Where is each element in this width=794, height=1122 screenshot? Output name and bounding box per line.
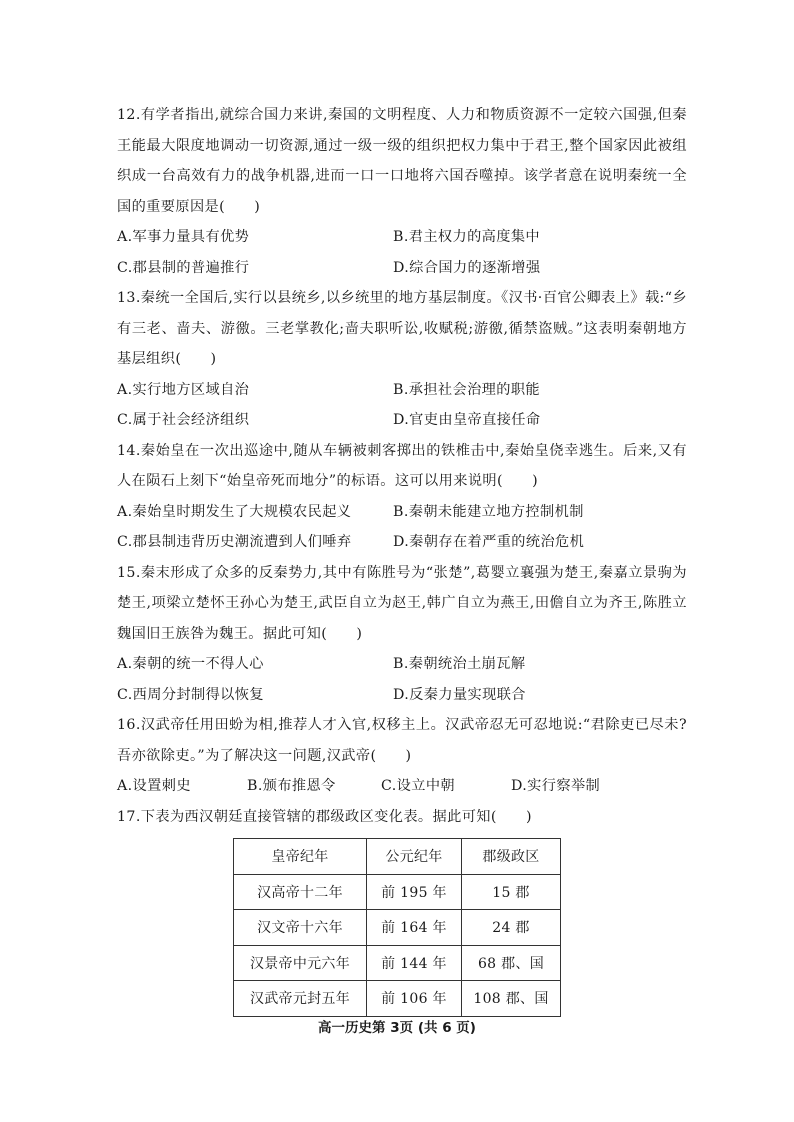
option-c: C.郡县制的普遍推行 xyxy=(117,259,250,276)
option-c: C.郡县制违背历史潮流遭到人们唾弃 xyxy=(117,534,352,550)
table-cell: 前 195 年 xyxy=(367,874,462,910)
option-a: A.秦始皇时期发生了大规模农民起义 xyxy=(117,503,352,520)
option-d: D.综合国力的逐渐增强 xyxy=(393,259,541,276)
option-b: B.秦朝统治土崩瓦解 xyxy=(393,656,526,672)
question-16 xyxy=(117,710,687,802)
options xyxy=(117,497,687,558)
table-header-cell: 公元纪年 xyxy=(367,839,462,875)
exam-page-content xyxy=(117,100,687,1017)
table-cell: 24 郡 xyxy=(462,910,561,946)
table-cell: 汉文帝十六年 xyxy=(234,910,367,946)
table-row xyxy=(234,981,561,1017)
table-cell: 15 郡 xyxy=(462,874,561,910)
option-d: D.实行察举制 xyxy=(511,778,601,794)
option-c: C.设立中朝 xyxy=(381,778,456,794)
table-cell: 前 106 年 xyxy=(367,981,462,1017)
commandery-table xyxy=(233,838,561,1017)
options xyxy=(117,222,687,283)
table-cell: 汉景帝中元六年 xyxy=(234,945,367,981)
table-cell: 汉武帝元封五年 xyxy=(234,981,367,1017)
option-b: B.秦朝未能建立地方控制机制 xyxy=(393,503,584,520)
option-d: D.秦朝存在着严重的统治危机 xyxy=(393,534,585,550)
option-b: B.君主权力的高度集中 xyxy=(393,229,541,245)
data-table-wrapper xyxy=(233,838,687,1017)
table-cell: 108 郡、国 xyxy=(462,981,561,1017)
table-row xyxy=(234,910,561,946)
question-stem: 15.秦末形成了众多的反秦势力,其中有陈胜号为“张楚”,葛婴立襄强为楚王,秦嘉立景驹为楚王,项梁立楚怀王孙心为楚王,武臣自立为赵王,韩广自立为燕王,田儋自立为齐王,陈胜立魏国旧王族咎为魏王。据此可知( ) xyxy=(117,564,687,642)
options xyxy=(117,375,687,436)
question-stem: 16.汉武帝任用田蚡为相,推荐人才入官,权移主上。汉武帝忍无可忍地说:“君除吏已尽未?吾亦欲除吏。”为了解决这一问题,汉武帝( ) xyxy=(117,717,687,764)
table-header-cell: 郡级政区 xyxy=(462,839,561,875)
question-stem: 14.秦始皇在一次出巡途中,随从车辆被刺客掷出的铁椎击中,秦始皇侥幸逃生。后来,又有人在陨石上刻下“始皇帝死而地分”的标语。这可以用来说明( ) xyxy=(117,442,687,489)
question-stem: 13.秦统一全国后,实行以县统乡,以乡统里的地方基层制度。《汉书·百官公卿表上》载:“乡有三老、啬夫、游徼。三老掌教化;啬夫职听讼,收赋税;游徼,循禁盗贼。”这表明秦朝地方基层组织( ) xyxy=(117,290,687,367)
option-b: B.承担社会治理的职能 xyxy=(393,381,541,398)
options xyxy=(117,771,687,802)
option-d: D.官吏由皇帝直接任命 xyxy=(393,412,541,428)
question-stem: 12.有学者指出,就综合国力来讲,秦国的文明程度、人力和物质资源不一定较六国强,但秦王能最大限度地调动一切资源,通过一级一级的组织把权力集中于君王,整个国家因此被组织成一台高效有力的战争机器,进而一口一口地将六国吞噬掉。该学者意在说明秦统一全国的重要原因是( ) xyxy=(117,107,687,215)
option-a: A.实行地方区域自治 xyxy=(117,381,250,398)
question-stem: 17.下表为西汉朝廷直接管辖的郡级政区变化表。据此可知( ) xyxy=(117,808,532,825)
option-a: A.设置刺史 xyxy=(117,778,191,794)
page-footer: 高一历史第 3页 (共 6 页) xyxy=(318,1020,476,1036)
table-header-cell: 皇帝纪年 xyxy=(234,839,367,875)
table-cell: 68 郡、国 xyxy=(462,945,561,981)
table-header-row xyxy=(234,839,561,875)
option-c: C.属于社会经济组织 xyxy=(117,412,250,428)
table-row xyxy=(234,945,561,981)
table-cell: 前 164 年 xyxy=(367,910,462,946)
option-d: D.反秦力量实现联合 xyxy=(393,686,526,703)
option-b: B.颁布推恩令 xyxy=(247,778,336,794)
question-14 xyxy=(117,436,687,558)
option-a: A.军事力量具有优势 xyxy=(117,229,250,245)
option-a: A.秦朝的统一不得人心 xyxy=(117,656,264,672)
option-c: C.西周分封制得以恢复 xyxy=(117,686,264,703)
table-cell: 前 144 年 xyxy=(367,945,462,981)
question-15 xyxy=(117,558,687,711)
table-cell: 汉高帝十二年 xyxy=(234,874,367,910)
question-12 xyxy=(117,100,687,283)
options xyxy=(117,649,687,710)
question-17 xyxy=(117,802,687,1017)
table-row xyxy=(234,874,561,910)
question-13 xyxy=(117,283,687,436)
